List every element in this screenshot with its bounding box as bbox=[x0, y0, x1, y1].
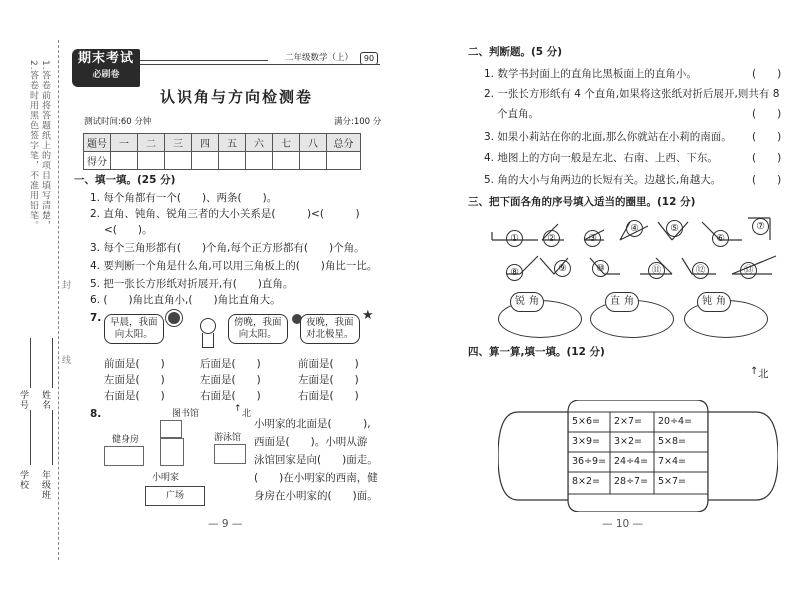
s1-q4[interactable]: 4. 要判断一个角是什么角,可以用三角板上的( )角比一比。 bbox=[90, 260, 378, 272]
label-school: 学校 bbox=[18, 470, 28, 490]
sun-icon bbox=[168, 312, 180, 324]
score-table-header-row bbox=[84, 134, 361, 152]
bubble-text: 早晨，我面 向太阳。 bbox=[110, 317, 158, 340]
calc-cell[interactable]: 3×2= bbox=[614, 436, 643, 447]
s1-q8: 8. bbox=[90, 408, 102, 420]
s2-item2: 2. 一张长方形纸有 4 个直角,如果将这张纸对折后展开,则共有 8 bbox=[484, 88, 780, 100]
score-head-cell: 题号 bbox=[84, 134, 111, 152]
binding-note-1: 1.答卷前将答题纸上的项目填写清楚， bbox=[40, 60, 50, 231]
q8-line5[interactable]: 身房在小明家的( )面。 bbox=[254, 490, 378, 502]
map-label-north: 北 bbox=[242, 409, 252, 419]
library-building-icon bbox=[160, 420, 182, 438]
section1-heading: 一、填一填。(25 分) bbox=[74, 174, 176, 186]
score-table-score-row bbox=[84, 152, 361, 170]
s2-mark2[interactable]: ( ) bbox=[752, 108, 782, 120]
q7-col1-row1[interactable]: 前面是( ) bbox=[104, 358, 165, 370]
angle-label-4: ④ bbox=[626, 220, 643, 237]
s2-mark4[interactable]: ( ) bbox=[752, 152, 782, 164]
section2-heading: 二、判断题。(5 分) bbox=[468, 46, 563, 58]
calc-cell[interactable]: 5×6= bbox=[572, 416, 601, 427]
score-table bbox=[83, 133, 361, 170]
angle-label-12: ⑫ bbox=[692, 262, 709, 279]
page-number-right: — 10 — bbox=[602, 518, 644, 530]
s2-mark5[interactable]: ( ) bbox=[752, 174, 782, 186]
field-line-school[interactable] bbox=[30, 410, 31, 465]
section3-heading: 三、把下面各角的序号填入适当的圈里。(12 分) bbox=[468, 196, 696, 208]
pool-building-icon bbox=[214, 444, 246, 464]
s2-item5: 5. 角的大小与角两边的长短有关。边越长,角越大。 bbox=[484, 174, 722, 186]
score-input-cell[interactable] bbox=[138, 152, 165, 170]
bubble-text: 傍晚，我面 向太阳。 bbox=[234, 317, 282, 340]
q8-line1[interactable]: 小明家的北面是( ), bbox=[254, 418, 371, 430]
q8-line4[interactable]: ( )在小明家的西南，健 bbox=[254, 472, 378, 484]
section4-heading: 四、算一算,填一填。(12 分) bbox=[468, 346, 605, 358]
score-head-cell: 三 bbox=[165, 134, 192, 152]
s1-q2a[interactable]: 2. 直角、钝角、锐角三者的大小关系是( )<( ) bbox=[90, 208, 360, 220]
home-building-icon bbox=[160, 438, 184, 466]
north-arrow-icon: ↑ bbox=[750, 366, 759, 377]
s2-mark1[interactable]: ( ) bbox=[752, 68, 782, 80]
score-input-cell[interactable] bbox=[246, 152, 273, 170]
child-body-icon bbox=[202, 333, 214, 348]
label-class: 年级班 bbox=[40, 470, 50, 500]
map-label-home: 小明家 bbox=[152, 473, 180, 483]
s2-item1: 1. 数学书封面上的直角比黑板面上的直角小。 bbox=[484, 68, 697, 80]
score-label-cell: 得分 bbox=[84, 152, 111, 170]
score-head-cell: 总分 bbox=[327, 134, 361, 152]
score-input-cell[interactable] bbox=[219, 152, 246, 170]
score-head-cell: 八 bbox=[300, 134, 327, 152]
child-icon bbox=[200, 318, 216, 334]
q7-col3-row2[interactable]: 左面是( ) bbox=[298, 374, 359, 386]
field-line-class[interactable] bbox=[52, 410, 53, 465]
s1-q5[interactable]: 5. 把一张长方形纸对折展开,有( )直角。 bbox=[90, 278, 294, 290]
test-time: 测试时间:60 分钟 bbox=[84, 117, 152, 127]
exam-logo bbox=[72, 49, 140, 87]
s2-item2b: 个直角。 bbox=[497, 108, 539, 120]
group-label-char: 锐 bbox=[515, 296, 525, 307]
map-label-gym: 健身房 bbox=[112, 435, 140, 445]
score-input-cell[interactable] bbox=[111, 152, 138, 170]
q7-col2-row1[interactable]: 后面是( ) bbox=[200, 358, 261, 370]
calc-cell[interactable]: 3×9= bbox=[572, 436, 601, 447]
q7-col3-row3[interactable]: 右面是( ) bbox=[298, 390, 359, 402]
s2-mark3[interactable]: ( ) bbox=[752, 131, 782, 143]
field-line-name[interactable] bbox=[52, 338, 53, 388]
label-number: 学号 bbox=[18, 390, 28, 410]
right-angle-label bbox=[605, 292, 639, 312]
calc-cell[interactable]: 24÷4= bbox=[614, 456, 649, 467]
group-label-char: 直 bbox=[610, 296, 620, 307]
angle-label-6: ⑥ bbox=[712, 230, 729, 247]
calc-cell[interactable]: 5×8= bbox=[658, 436, 687, 447]
score-head-cell: 五 bbox=[219, 134, 246, 152]
gym-building-icon bbox=[104, 446, 144, 466]
s2-item3: 3. 如果小莉站在你的北面,那么你就站在小莉的南面。 bbox=[484, 131, 732, 143]
speech-bubble-morning bbox=[104, 314, 164, 344]
calc-cell[interactable]: 20÷4= bbox=[658, 416, 693, 427]
logo-line2: 必刷卷 bbox=[92, 70, 120, 80]
group-label-char: 角 bbox=[624, 296, 634, 307]
page-number-left: — 9 — bbox=[208, 518, 243, 530]
bubble-text: 夜晚，我面 对北极星。 bbox=[306, 317, 354, 340]
score-head-cell: 四 bbox=[192, 134, 219, 152]
map-label-pool: 游泳馆 bbox=[214, 433, 242, 443]
q8-line3[interactable]: 泳馆回家是向( )面走。 bbox=[254, 454, 378, 466]
angle-label-7: ⑦ bbox=[752, 218, 769, 235]
header-rule bbox=[140, 64, 380, 65]
s1-q1[interactable]: 1. 每个角都有一个( )、两条( )。 bbox=[90, 192, 278, 204]
group-label-char: 角 bbox=[529, 296, 539, 307]
s1-q6[interactable]: 6. ( )角比直角小,( )角比直角大。 bbox=[90, 294, 281, 306]
binding-dotted-label: 封 bbox=[60, 280, 70, 290]
group-label-char: 钝 bbox=[702, 296, 712, 307]
map-label-square: 广场 bbox=[145, 486, 205, 506]
q7-col1-row2[interactable]: 左面是( ) bbox=[104, 374, 165, 386]
calc-cell[interactable]: 5×7= bbox=[658, 476, 687, 487]
angle-label-8: ⑧ bbox=[506, 264, 523, 281]
score-input-cell[interactable] bbox=[192, 152, 219, 170]
calc-cell[interactable]: 2×7= bbox=[614, 416, 643, 427]
s2-item4: 4. 地图上的方向一般是左北、右南、上西、下东。 bbox=[484, 152, 718, 164]
s1-q3[interactable]: 3. 每个三角形都有( )个角,每个正方形都有( )个角。 bbox=[90, 242, 365, 254]
s1-q2b[interactable]: <( )。 bbox=[104, 224, 153, 236]
calc-cell[interactable]: 8×2= bbox=[572, 476, 601, 487]
page-title: 认识角与方向检测卷 bbox=[160, 88, 314, 106]
score-input-cell[interactable] bbox=[300, 152, 327, 170]
angle-label-9: ⑨ bbox=[554, 260, 571, 277]
field-line-number[interactable] bbox=[30, 338, 31, 388]
header-rule-left bbox=[140, 60, 268, 61]
speech-bubble-night bbox=[300, 314, 360, 344]
score-input-cell[interactable] bbox=[165, 152, 192, 170]
grade-icon: 90 bbox=[360, 52, 378, 65]
grade-label: 二年级数学（上） bbox=[285, 53, 354, 63]
speech-bubble-evening bbox=[228, 314, 288, 344]
angle-label-1: ① bbox=[506, 230, 523, 247]
q7-col1-row3[interactable]: 右面是( ) bbox=[104, 390, 165, 402]
angle-label-11: ⑪ bbox=[648, 262, 665, 279]
angle-label-10: ⑩ bbox=[592, 260, 609, 277]
acute-angle-label bbox=[510, 292, 544, 312]
map-north-label: 北 bbox=[758, 368, 769, 380]
score-head-cell: 一 bbox=[111, 134, 138, 152]
star-icon: ★ bbox=[362, 308, 374, 323]
q7-col2-row3[interactable]: 右面是( ) bbox=[200, 390, 261, 402]
map-label-library: 图书馆 bbox=[172, 409, 200, 419]
q7-col2-row2[interactable]: 左面是( ) bbox=[200, 374, 261, 386]
binding-line bbox=[58, 40, 59, 560]
binding-note-2: 2.答卷时用黑色签字笔，不准用铅笔。 bbox=[28, 60, 38, 231]
score-head-cell: 六 bbox=[246, 134, 273, 152]
q8-line2[interactable]: 西面是( )。小明从游 bbox=[254, 436, 368, 448]
score-input-cell[interactable] bbox=[327, 152, 361, 170]
group-label-char: 角 bbox=[716, 296, 726, 307]
q7-col3-row1[interactable]: 前面是( ) bbox=[298, 358, 359, 370]
score-head-cell: 二 bbox=[138, 134, 165, 152]
angle-label-13: ⑬ bbox=[740, 262, 757, 279]
angle-label-5: ⑤ bbox=[666, 220, 683, 237]
angle-label-3: ③ bbox=[584, 230, 601, 247]
s1-q7: 7. bbox=[90, 312, 102, 324]
calc-cell[interactable]: 7×4= bbox=[658, 456, 687, 467]
logo-line1: 期末考试 bbox=[77, 51, 134, 66]
obtuse-angle-label bbox=[697, 292, 731, 312]
calc-cell[interactable]: 28÷7= bbox=[614, 476, 649, 487]
north-arrow-icon: ↑ bbox=[234, 404, 242, 414]
calc-cell[interactable]: 36÷9= bbox=[572, 456, 607, 467]
binding-line-label: 线 bbox=[60, 355, 70, 365]
score-head-cell: 七 bbox=[273, 134, 300, 152]
label-name: 姓名 bbox=[40, 390, 50, 410]
full-score: 满分:100 分 bbox=[334, 117, 382, 127]
score-input-cell[interactable] bbox=[273, 152, 300, 170]
angle-label-2: ② bbox=[543, 230, 560, 247]
